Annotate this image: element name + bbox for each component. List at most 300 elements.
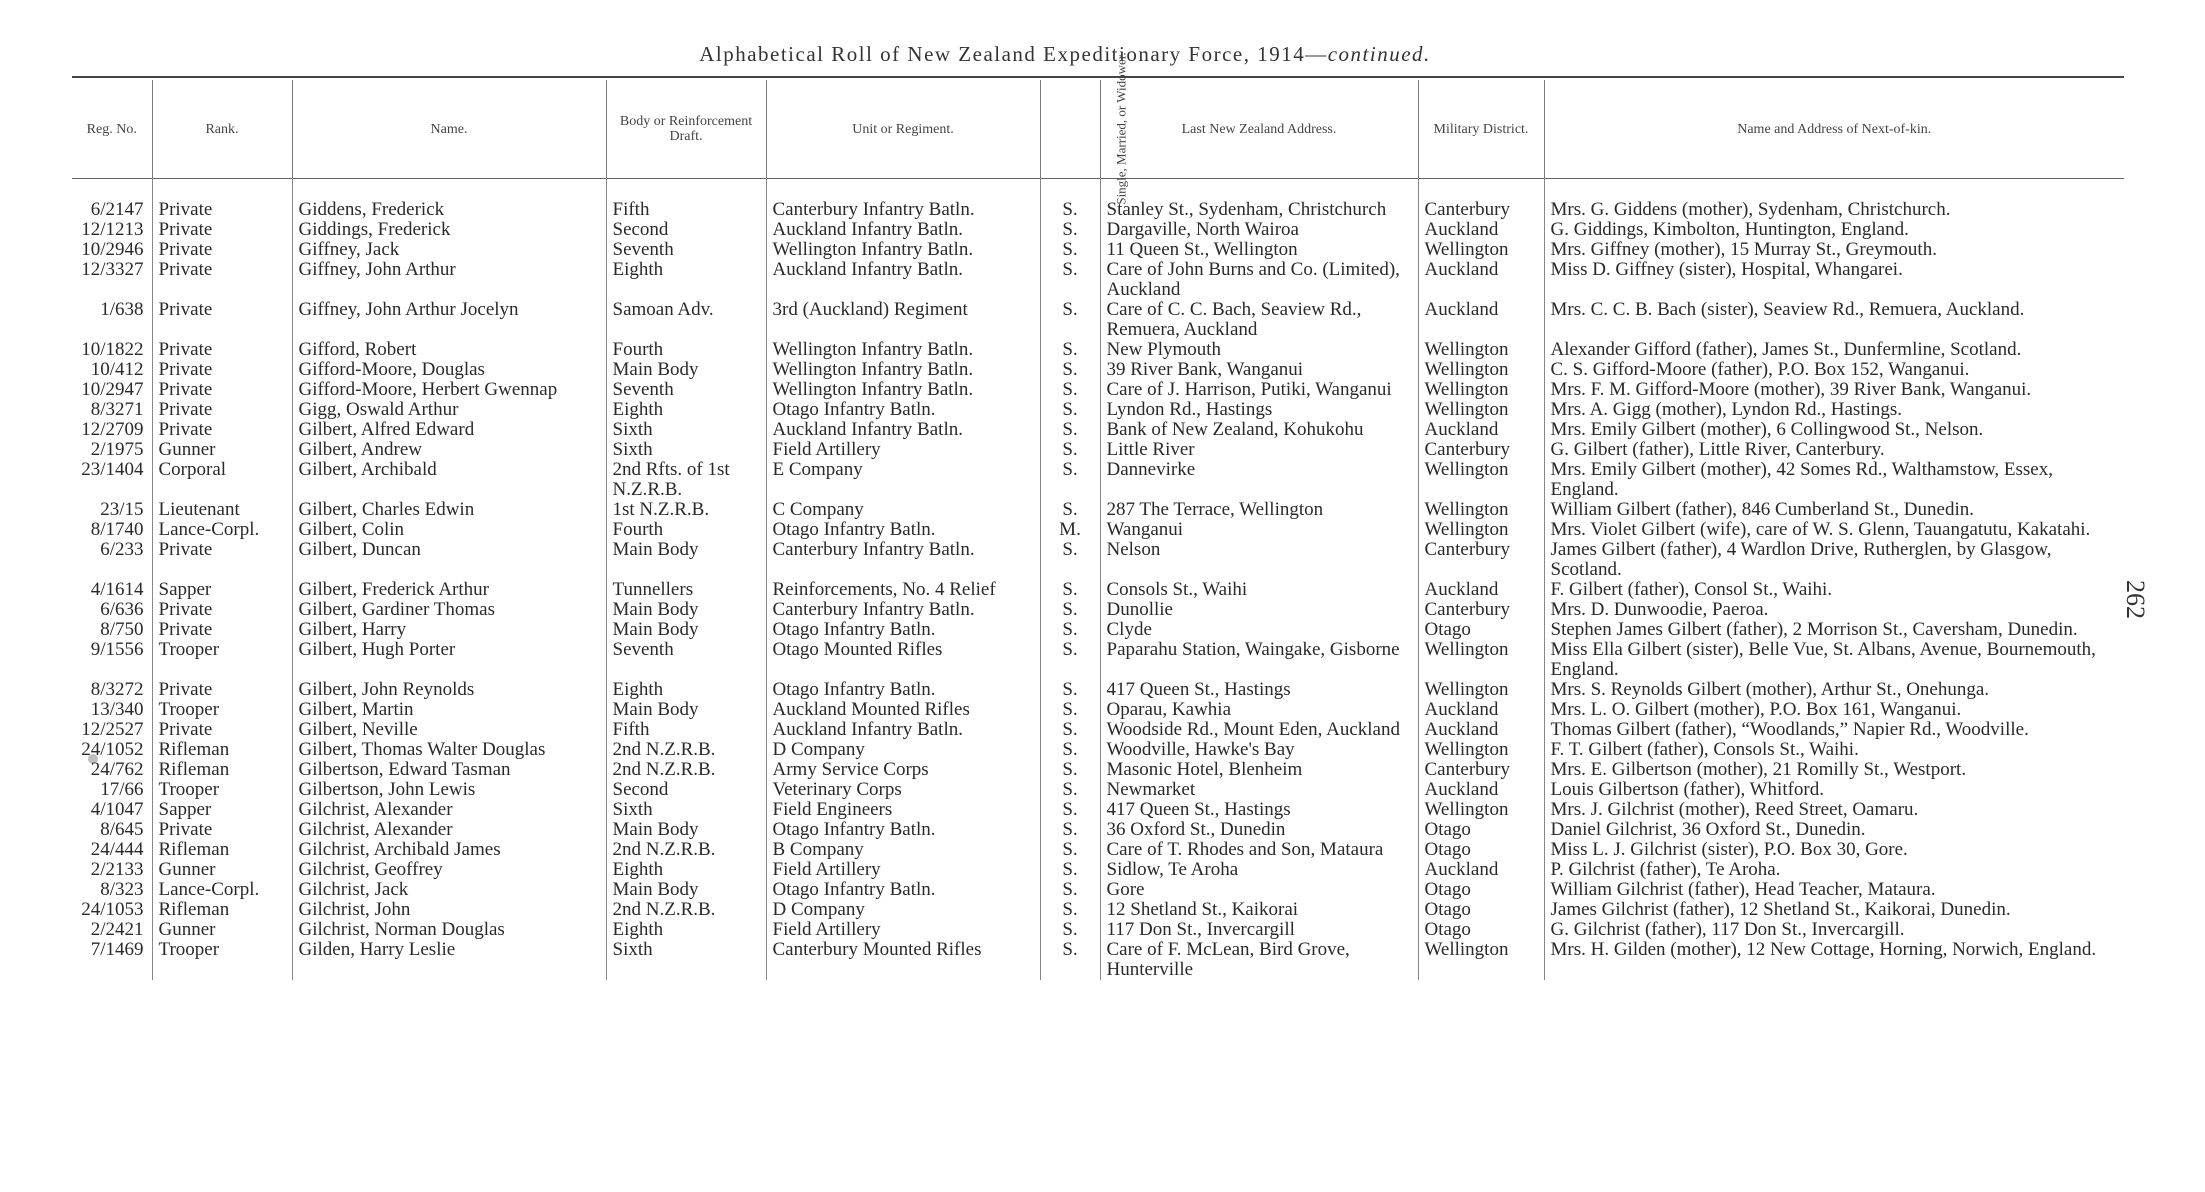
draft-cell: Eighth [606, 920, 766, 940]
reg-no-cell: 8/750 [72, 620, 152, 640]
next-of-kin-cell: Mrs. Emily Gilbert (mother), 42 Somes Rd., Walthamstow, Essex, England. [1550, 460, 2053, 500]
next-of-kin-cell: Mrs. J. Gilchrist (mother), Reed Street, Oamaru. [1550, 800, 1919, 820]
next-of-kin-cell: William Gilchrist (father), Head Teacher, Mataura. [1550, 880, 1936, 900]
table-row [72, 940, 2124, 980]
name-cell: Gilchrist, Norman Douglas [292, 920, 606, 940]
draft-cell: 2nd N.Z.R.B. [606, 900, 766, 920]
reg-no-cell: 12/3327 [72, 260, 152, 300]
col-unit: Unit or Regiment. [766, 80, 1040, 178]
address-cell: Paparahu Station, Waingake, Gisborne [1100, 640, 1418, 680]
name-cell: Gilbert, John Reynolds [292, 680, 606, 700]
next-of-kin-cell: Miss Ella Gilbert (sister), Belle Vue, St. Albans, Avenue, Bournemouth, England. [1550, 640, 2096, 680]
col-district: Military District. [1418, 80, 1544, 178]
table-row [72, 360, 2124, 380]
table-row [72, 720, 2124, 740]
rank-cell: Trooper [152, 780, 292, 800]
draft-cell: 2nd N.Z.R.B. [606, 760, 766, 780]
name-cell: Gilbert, Archibald [292, 460, 606, 500]
reg-no-cell: 12/1213 [72, 220, 152, 240]
name-cell: Gilbert, Frederick Arthur [292, 580, 606, 600]
unit-cell: B Company [766, 840, 1040, 860]
unit-cell: Otago Infantry Batln. [766, 400, 1040, 420]
name-cell: Gilbert, Neville [292, 720, 606, 740]
next-of-kin-cell: C. S. Gifford-Moore (father), P.O. Box 152, Wanganui. [1550, 360, 1970, 380]
rank-cell: Private [152, 680, 292, 700]
next-of-kin-cell: Mrs. Violet Gilbert (wife), care of W. S. Glenn, Tauangatutu, Kakatahi. [1550, 520, 2091, 540]
district-cell: Canterbury [1418, 200, 1544, 220]
name-cell: Gilbert, Andrew [292, 440, 606, 460]
reg-no-cell: 2/2421 [72, 920, 152, 940]
draft-cell: Eighth [606, 400, 766, 420]
marital-cell: S. [1040, 580, 1100, 600]
address-cell: Dunollie [1100, 600, 1418, 620]
col-draft: Body or Reinforcement Draft. [606, 80, 766, 178]
marital-cell: S. [1040, 780, 1100, 800]
unit-cell: Auckland Infantry Batln. [766, 420, 1040, 440]
reg-no-cell: 24/1052 [72, 740, 152, 760]
next-of-kin-cell: Mrs. S. Reynolds Gilbert (mother), Arthur St., Onehunga. [1550, 680, 1990, 700]
rank-cell: Trooper [152, 640, 292, 680]
table-row [72, 860, 2124, 880]
draft-cell: Seventh [606, 380, 766, 400]
marital-cell: S. [1040, 380, 1100, 400]
table-row [72, 300, 2124, 340]
marital-cell: S. [1040, 640, 1100, 680]
spacer-cell [1040, 178, 1100, 200]
marital-cell: S. [1040, 920, 1100, 940]
unit-cell: Veterinary Corps [766, 780, 1040, 800]
reg-no-cell: 8/1740 [72, 520, 152, 540]
rank-cell: Private [152, 400, 292, 420]
spacer-cell [606, 178, 766, 200]
table-row [72, 780, 2124, 800]
marital-cell: S. [1040, 300, 1100, 340]
address-cell: Dargaville, North Wairoa [1100, 220, 1418, 240]
draft-cell: Seventh [606, 240, 766, 260]
next-of-kin-cell: F. T. Gilbert (father), Consols St., Waihi. [1550, 740, 1859, 760]
district-cell: Canterbury [1418, 600, 1544, 620]
name-cell: Gifford-Moore, Douglas [292, 360, 606, 380]
marital-cell: S. [1040, 620, 1100, 640]
col-next-of-kin: Name and Address of Next-of-kin. [1737, 121, 1932, 137]
district-cell: Otago [1418, 620, 1544, 640]
address-cell: Sidlow, Te Aroha [1100, 860, 1418, 880]
draft-cell: Main Body [606, 600, 766, 620]
table-row [72, 740, 2124, 760]
table-row [72, 840, 2124, 860]
marital-cell: S. [1040, 540, 1100, 580]
draft-cell: Seventh [606, 640, 766, 680]
next-of-kin-cell: Mrs. Emily Gilbert (mother), 6 Collingwood St., Nelson. [1550, 420, 1984, 440]
next-of-kin-cell: Mrs. D. Dunwoodie, Paeroa. [1550, 600, 1769, 620]
district-cell: Auckland [1418, 580, 1544, 600]
address-cell: Wanganui [1100, 520, 1418, 540]
district-cell: Otago [1418, 840, 1544, 860]
reg-no-cell: 24/762 [72, 760, 152, 780]
table-row [72, 380, 2124, 400]
table-row [72, 700, 2124, 720]
district-cell: Canterbury [1418, 440, 1544, 460]
spacer-cell [1544, 178, 2124, 200]
address-cell: Little River [1100, 440, 1418, 460]
next-of-kin-cell: G. Gilchrist (father), 117 Don St., Invercargill. [1550, 920, 1905, 940]
draft-cell: 2nd N.Z.R.B. [606, 740, 766, 760]
address-cell: Masonic Hotel, Blenheim [1100, 760, 1418, 780]
draft-cell: 2nd Rfts. of 1st N.Z.R.B. [606, 460, 766, 500]
draft-cell: Second [606, 220, 766, 240]
draft-cell: Sixth [606, 440, 766, 460]
next-of-kin-cell: Daniel Gilchrist, 36 Oxford St., Dunedin. [1550, 820, 1866, 840]
unit-cell: Wellington Infantry Batln. [766, 240, 1040, 260]
address-cell: Bank of New Zealand, Kohukohu [1100, 420, 1418, 440]
address-cell: 36 Oxford St., Dunedin [1100, 820, 1418, 840]
name-cell: Giffney, Jack [292, 240, 606, 260]
name-cell: Gilbert, Thomas Walter Douglas [292, 740, 606, 760]
top-rule [72, 76, 2124, 78]
address-cell: Newmarket [1100, 780, 1418, 800]
name-cell: Gilbert, Colin [292, 520, 606, 540]
unit-cell: Auckland Infantry Batln. [766, 720, 1040, 740]
address-cell: Care of C. C. Bach, Seaview Rd., Remuera, Auckland [1100, 300, 1418, 340]
address-cell: 417 Queen St., Hastings [1100, 680, 1418, 700]
table-row [72, 240, 2124, 260]
name-cell: Gilbert, Duncan [292, 540, 606, 580]
marital-cell: S. [1040, 240, 1100, 260]
table-row [72, 800, 2124, 820]
reg-no-cell: 6/636 [72, 600, 152, 620]
marital-cell: S. [1040, 460, 1100, 500]
district-cell: Wellington [1418, 360, 1544, 380]
marital-cell: S. [1040, 340, 1100, 360]
unit-cell: Otago Infantry Batln. [766, 880, 1040, 900]
district-cell: Wellington [1418, 240, 1544, 260]
spacer-cell [1418, 178, 1544, 200]
unit-cell: Reinforcements, No. 4 Relief [766, 580, 1040, 600]
draft-cell: Sixth [606, 420, 766, 440]
unit-cell: Army Service Corps [766, 760, 1040, 780]
table-row [72, 420, 2124, 440]
unit-cell: Otago Infantry Batln. [766, 680, 1040, 700]
unit-cell: E Company [766, 460, 1040, 500]
name-cell: Gilchrist, John [292, 900, 606, 920]
reg-no-cell: 6/233 [72, 540, 152, 580]
next-of-kin-cell: Mrs. Giffney (mother), 15 Murray St., Greymouth. [1550, 240, 1937, 260]
rank-cell: Rifleman [152, 900, 292, 920]
spacer-cell [766, 178, 1040, 200]
address-cell: Gore [1100, 880, 1418, 900]
unit-cell: Auckland Infantry Batln. [766, 220, 1040, 240]
draft-cell: Main Body [606, 620, 766, 640]
district-cell: Auckland [1418, 220, 1544, 240]
next-of-kin-cell: Thomas Gilbert (father), “Woodlands,” Napier Rd., Woodville. [1550, 720, 2029, 740]
name-cell: Gilchrist, Jack [292, 880, 606, 900]
rank-cell: Sapper [152, 800, 292, 820]
district-cell: Wellington [1418, 680, 1544, 700]
draft-cell: Main Body [606, 540, 766, 580]
table-row [72, 880, 2124, 900]
address-cell: Oparau, Kawhia [1100, 700, 1418, 720]
district-cell: Wellington [1418, 400, 1544, 420]
draft-cell: Tunnellers [606, 580, 766, 600]
reg-no-cell: 8/323 [72, 880, 152, 900]
title-text: Alphabetical Roll of New Zealand Expeditionary Force, 1914— [699, 42, 1328, 66]
marital-cell: S. [1040, 360, 1100, 380]
reg-no-cell: 12/2709 [72, 420, 152, 440]
district-cell: Otago [1418, 900, 1544, 920]
district-cell: Auckland [1418, 720, 1544, 740]
next-of-kin-cell: Miss L. J. Gilchrist (sister), P.O. Box 30, Gore. [1550, 840, 1908, 860]
address-cell: 12 Shetland St., Kaikorai [1100, 900, 1418, 920]
title-continued: continued. [1327, 42, 1431, 66]
unit-cell: D Company [766, 740, 1040, 760]
marital-cell: S. [1040, 940, 1100, 980]
marital-cell: S. [1040, 720, 1100, 740]
district-cell: Auckland [1418, 260, 1544, 300]
draft-cell: Second [606, 780, 766, 800]
district-cell: Wellington [1418, 940, 1544, 980]
rank-cell: Rifleman [152, 740, 292, 760]
next-of-kin-cell: Louis Gilbertson (father), Whitford. [1550, 780, 1824, 800]
district-cell: Auckland [1418, 700, 1544, 720]
address-cell: 417 Queen St., Hastings [1100, 800, 1418, 820]
reg-no-cell: 4/1614 [72, 580, 152, 600]
district-cell: Wellington [1418, 340, 1544, 360]
address-cell: Nelson [1100, 540, 1418, 580]
unit-cell: D Company [766, 900, 1040, 920]
address-cell: Woodside Rd., Mount Eden, Auckland [1100, 720, 1418, 740]
next-of-kin-cell: Mrs. A. Gigg (mother), Lyndon Rd., Hastings. [1550, 400, 1902, 420]
spacer-cell [1100, 178, 1418, 200]
name-cell: Gilbertson, John Lewis [292, 780, 606, 800]
district-cell: Wellington [1418, 640, 1544, 680]
district-cell: Auckland [1418, 420, 1544, 440]
reg-no-cell: 1/638 [72, 300, 152, 340]
unit-cell: Otago Infantry Batln. [766, 620, 1040, 640]
unit-cell: Auckland Mounted Rifles [766, 700, 1040, 720]
name-cell: Gilbert, Gardiner Thomas [292, 600, 606, 620]
name-cell: Giffney, John Arthur [292, 260, 606, 300]
reg-no-cell: 10/2947 [72, 380, 152, 400]
name-cell: Gigg, Oswald Arthur [292, 400, 606, 420]
next-of-kin-cell: P. Gilchrist (father), Te Aroha. [1550, 860, 1781, 880]
marital-cell: S. [1040, 200, 1100, 220]
marital-cell: S. [1040, 420, 1100, 440]
district-cell: Otago [1418, 880, 1544, 900]
unit-cell: Field Artillery [766, 920, 1040, 940]
unit-cell: Wellington Infantry Batln. [766, 360, 1040, 380]
reg-no-cell: 24/444 [72, 840, 152, 860]
draft-cell: Main Body [606, 880, 766, 900]
district-cell: Canterbury [1418, 540, 1544, 580]
reg-no-cell: 10/412 [72, 360, 152, 380]
table-row [72, 920, 2124, 940]
reg-no-cell: 2/1975 [72, 440, 152, 460]
rank-cell: Gunner [152, 860, 292, 880]
reg-no-cell: 17/66 [72, 780, 152, 800]
rank-cell: Private [152, 200, 292, 220]
marital-cell: S. [1040, 400, 1100, 420]
district-cell: Wellington [1418, 740, 1544, 760]
address-cell: Consols St., Waihi [1100, 580, 1418, 600]
draft-cell: Eighth [606, 260, 766, 300]
table-row [72, 260, 2124, 300]
page-title [0, 42, 2130, 67]
address-cell: Clyde [1100, 620, 1418, 640]
col-marital [1040, 51, 1129, 205]
table-row [72, 500, 2124, 520]
draft-cell: Fifth [606, 720, 766, 740]
marital-cell: S. [1040, 740, 1100, 760]
spacer-cell [292, 178, 606, 200]
draft-cell: Fourth [606, 520, 766, 540]
rank-cell: Private [152, 300, 292, 340]
reg-no-cell: 4/1047 [72, 800, 152, 820]
rank-cell: Gunner [152, 920, 292, 940]
rank-cell: Lance-Corpl. [152, 880, 292, 900]
district-cell: Auckland [1418, 860, 1544, 880]
address-cell: Care of T. Rhodes and Son, Mataura [1100, 840, 1418, 860]
table-row [72, 640, 2124, 680]
marital-cell: S. [1040, 500, 1100, 520]
draft-cell: Eighth [606, 860, 766, 880]
name-cell: Gilbert, Hugh Porter [292, 640, 606, 680]
name-cell: Gilbert, Alfred Edward [292, 420, 606, 440]
marital-cell: S. [1040, 800, 1100, 820]
draft-cell: 1st N.Z.R.B. [606, 500, 766, 520]
reg-no-cell: 23/15 [72, 500, 152, 520]
draft-cell: Sixth [606, 800, 766, 820]
rank-cell: Private [152, 540, 292, 580]
unit-cell: Canterbury Infantry Batln. [766, 200, 1040, 220]
reg-no-cell: 10/1822 [72, 340, 152, 360]
district-cell: Canterbury [1418, 760, 1544, 780]
draft-cell: Fifth [606, 200, 766, 220]
address-cell: Woodville, Hawke's Bay [1100, 740, 1418, 760]
table-row [72, 520, 2124, 540]
rank-cell: Trooper [152, 700, 292, 720]
address-cell: Care of J. Harrison, Putiki, Wanganui [1100, 380, 1418, 400]
draft-cell: 2nd N.Z.R.B. [606, 840, 766, 860]
reg-no-cell: 10/2946 [72, 240, 152, 260]
rank-cell: Sapper [152, 580, 292, 600]
unit-cell: Otago Infantry Batln. [766, 520, 1040, 540]
table-row [72, 540, 2124, 580]
unit-cell: Field Artillery [766, 440, 1040, 460]
col-rank: Rank. [152, 80, 292, 178]
rank-cell: Lieutenant [152, 500, 292, 520]
table-row [72, 760, 2124, 780]
name-cell: Gilchrist, Archibald James [292, 840, 606, 860]
reg-no-cell: 8/3272 [72, 680, 152, 700]
marital-cell: S. [1040, 760, 1100, 780]
name-cell: Gilbertson, Edward Tasman [292, 760, 606, 780]
rank-cell: Private [152, 260, 292, 300]
rank-cell: Private [152, 380, 292, 400]
marital-cell: S. [1040, 900, 1100, 920]
name-cell: Giddings, Frederick [292, 220, 606, 240]
unit-cell: Canterbury Mounted Rifles [766, 940, 1040, 980]
address-cell: Stanley St., Sydenham, Christchurch [1100, 200, 1418, 220]
rank-cell: Trooper [152, 940, 292, 980]
unit-cell: Otago Mounted Rifles [766, 640, 1040, 680]
unit-cell: Auckland Infantry Batln. [766, 260, 1040, 300]
address-cell: 11 Queen St., Wellington [1100, 240, 1418, 260]
address-cell: Lyndon Rd., Hastings [1100, 400, 1418, 420]
marital-cell: S. [1040, 440, 1100, 460]
next-of-kin-cell: Mrs. L. O. Gilbert (mother), P.O. Box 161, Wanganui. [1550, 700, 1962, 720]
name-cell: Gilbert, Martin [292, 700, 606, 720]
draft-cell: Fourth [606, 340, 766, 360]
marital-cell: S. [1040, 600, 1100, 620]
unit-cell: Wellington Infantry Batln. [766, 380, 1040, 400]
header-row [72, 80, 2124, 178]
next-of-kin-cell: G. Gilbert (father), Little River, Canterbury. [1550, 440, 1885, 460]
address-cell: 117 Don St., Invercargill [1100, 920, 1418, 940]
unit-cell: Field Engineers [766, 800, 1040, 820]
name-cell: Gifford-Moore, Herbert Gwennap [292, 380, 606, 400]
reg-no-cell: 9/1556 [72, 640, 152, 680]
address-cell: New Plymouth [1100, 340, 1418, 360]
name-cell: Gilden, Harry Leslie [292, 940, 606, 980]
table-row [72, 620, 2124, 640]
name-cell: Gilchrist, Alexander [292, 820, 606, 840]
district-cell: Wellington [1418, 520, 1544, 540]
reg-no-cell: 8/645 [72, 820, 152, 840]
table-row [72, 460, 2124, 500]
next-of-kin-cell: Mrs. G. Giddens (mother), Sydenham, Christchurch. [1550, 200, 1951, 220]
next-of-kin-cell: Alexander Gifford (father), James St., Dunfermline, Scotland. [1550, 340, 2022, 360]
address-cell: Dannevirke [1100, 460, 1418, 500]
district-cell: Wellington [1418, 460, 1544, 500]
col-address: Last New Zealand Address. [1100, 80, 1418, 178]
rank-cell: Private [152, 620, 292, 640]
next-of-kin-cell: James Gilbert (father), 4 Wardlon Drive, Rutherglen, by Glasgow, Scotland. [1550, 540, 2052, 580]
reg-no-cell: 6/2147 [72, 200, 152, 220]
marital-cell: S. [1040, 680, 1100, 700]
page-number: 262 [2121, 580, 2150, 619]
rank-cell: Private [152, 240, 292, 260]
district-cell: Otago [1418, 820, 1544, 840]
draft-cell: Samoan Adv. [606, 300, 766, 340]
table-row [72, 580, 2124, 600]
reg-no-cell: 23/1404 [72, 460, 152, 500]
rank-cell: Lance-Corpl. [152, 520, 292, 540]
unit-cell: Wellington Infantry Batln. [766, 340, 1040, 360]
unit-cell: Field Artillery [766, 860, 1040, 880]
next-of-kin-cell: William Gilbert (father), 846 Cumberland St., Dunedin. [1550, 500, 1974, 520]
name-cell: Giffney, John Arthur Jocelyn [292, 300, 606, 340]
col-marital-label: Single, Married, or Widower. [1113, 51, 1129, 205]
marital-cell: M. [1040, 520, 1100, 540]
name-cell: Gilchrist, Geoffrey [292, 860, 606, 880]
table-row [72, 220, 2124, 240]
marital-cell: S. [1040, 860, 1100, 880]
table-row [72, 400, 2124, 420]
district-cell: Wellington [1418, 500, 1544, 520]
table-row [72, 200, 2124, 220]
marital-cell: S. [1040, 260, 1100, 300]
rank-cell: Rifleman [152, 760, 292, 780]
rank-cell: Gunner [152, 440, 292, 460]
reg-no-cell: 13/340 [72, 700, 152, 720]
spacer-row [72, 178, 2124, 200]
address-cell: 39 River Bank, Wanganui [1100, 360, 1418, 380]
col-reg-no: Reg. No. [72, 80, 152, 178]
name-cell: Gilbert, Harry [292, 620, 606, 640]
rank-cell: Rifleman [152, 840, 292, 860]
draft-cell: Main Body [606, 360, 766, 380]
unit-cell: 3rd (Auckland) Regiment [766, 300, 1040, 340]
